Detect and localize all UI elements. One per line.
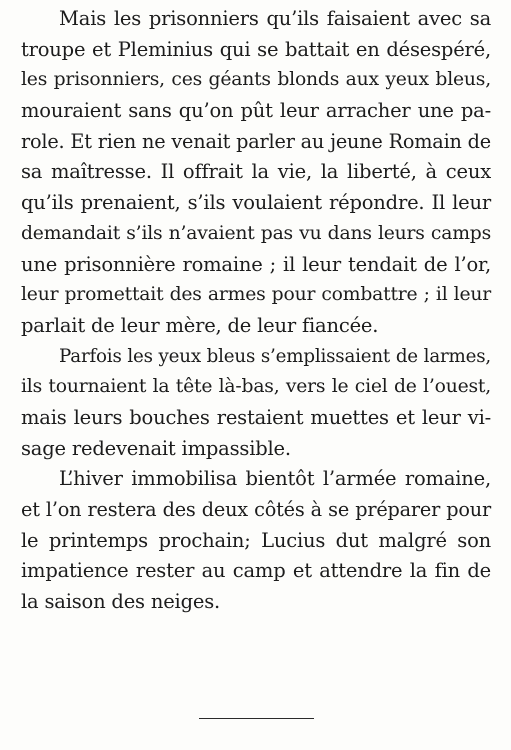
text-line: qu’ils prenaient, s’ils voulaient répondre. Il leur <box>21 191 491 215</box>
text-line: demandait s’ils n’avaient pas vu dans leurs camps <box>21 222 491 244</box>
paragraph-1 <box>21 4 491 342</box>
text-line: L’hiver immobilisa bientôt l’armée romaine, <box>59 467 491 491</box>
text-line: sage redevenait impassible. <box>21 436 291 460</box>
body-text <box>21 4 491 618</box>
text-line: ils tournaient la tête là-bas, vers le ciel de l’ouest, <box>21 376 491 398</box>
text-line: parlait de leur mère, de leur fiancée. <box>21 313 379 337</box>
text-line: mouraient sans qu’on pût leur arracher une pa- <box>21 99 491 123</box>
text-line: Mais les prisonniers qu’ils faisaient avec sa <box>59 7 491 30</box>
text-line: Parfois les yeux bleus s’emplissaient de larmes, <box>59 345 491 367</box>
text-line: troupe et Pleminius qui se battait en désespéré, <box>21 37 491 61</box>
text-line: le printemps prochain; Lucius dut malgré son <box>21 528 491 552</box>
paragraph-2 <box>21 342 491 465</box>
text-line: mais leurs bouches restaient muettes et leur vi- <box>21 405 491 429</box>
text-line: leur promettait des armes pour combattre ; il leur <box>21 284 491 306</box>
text-line: la saison des neiges. <box>21 590 221 614</box>
paragraph-3 <box>21 464 491 617</box>
text-line: les prisonniers, ces géants blonds aux yeux bleus, <box>21 69 491 91</box>
section-divider-rule <box>199 718 314 719</box>
text-line: une prisonnière romaine ; il leur tendait de l’or, <box>21 252 491 276</box>
text-line: impatience rester au camp et attendre la fin de <box>21 559 491 583</box>
text-line: role. Et rien ne venait parler au jeune Romain de <box>21 129 491 153</box>
text-line: et l’on restera des deux côtés à se préparer pour <box>21 498 491 521</box>
text-line: sa maîtresse. Il offrait la vie, la liberté, à ceux <box>21 160 491 184</box>
